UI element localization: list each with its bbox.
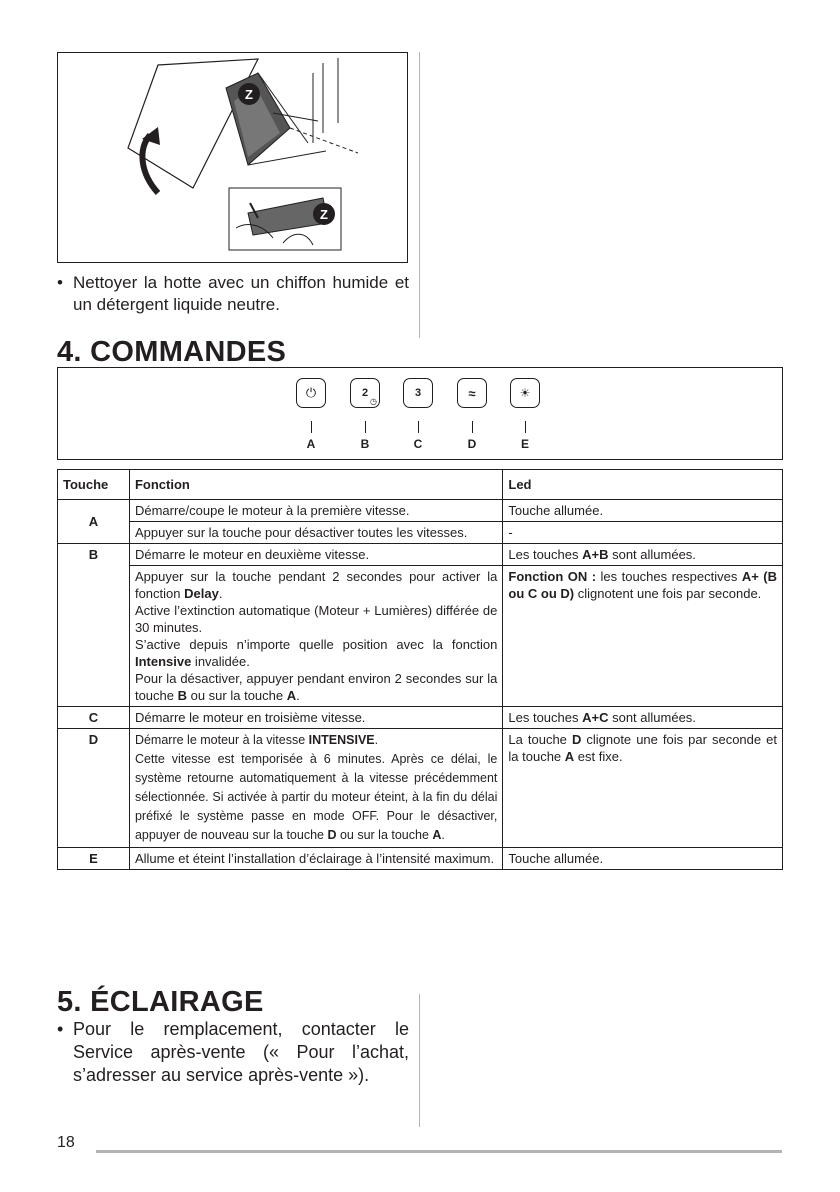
key-pointer — [365, 421, 366, 433]
key-cell: D — [58, 729, 130, 848]
table-row — [58, 544, 783, 566]
column-divider — [419, 994, 420, 1127]
key-label-a: A — [306, 437, 316, 451]
key-cell: A — [58, 500, 130, 544]
table-row — [58, 566, 783, 707]
function-cell: Démarre/coupe le moteur à la première vitesse. — [129, 500, 502, 522]
section-title-commandes: 4. COMMANDES — [57, 336, 287, 368]
led-cell: Touche allumée. — [503, 848, 783, 870]
power-key-icon: ⏻ — [296, 378, 326, 408]
bullet-icon: • — [57, 1019, 64, 1039]
light-key-icon: ☀ — [510, 378, 540, 408]
key-cell: C — [58, 707, 130, 729]
key-label-d: D — [467, 437, 477, 451]
table-header-row — [58, 470, 783, 500]
function-cell: Appuyer sur la touche pendant 2 secondes pour activer la fonction Delay. Active l’extinction automatique (Moteur + Lumières) différée de 30 minutes. S’active depuis n’importe quelle position avec la fonction Intensive invalidée. Pour la désactiver, appuyer pendant environ 2 secondes sur la touche B ou sur la touche A. — [129, 566, 502, 707]
key-label-c: C — [413, 437, 423, 451]
function-cell: Démarre le moteur à la vitesse INTENSIVE. Cette vitesse est temporisée à 6 minutes. Après ce délai, le système retourne automatiquement à la vitesse précédemment sélectionnée. Si activée à partir du moteur éteint, à la fin du délai préfixé le système passe en mode OFF. Pour le désactiver, appuyer de nouveau sur la touche D ou sur la touche A. — [129, 729, 502, 848]
lighting-instruction-text: Pour le remplacement, contacter le Service après-vente (« Pour l’achat, s’adresser au service après-vente »). — [73, 1019, 409, 1085]
table-row — [58, 707, 783, 729]
cleaning-instruction-text: Nettoyer la hotte avec un chiffon humide et un détergent liquide neutre. — [73, 273, 409, 314]
key-cell: B — [58, 544, 130, 707]
key-pointer — [311, 421, 312, 433]
speed-2-key-icon: 2 ◷ — [350, 378, 380, 408]
table-row — [58, 848, 783, 870]
function-cell: Démarre le moteur en deuxième vitesse. — [129, 544, 502, 566]
lighting-instruction — [57, 1018, 409, 1087]
function-cell: Allume et éteint l’installation d’éclairage à l’intensité maximum. — [129, 848, 502, 870]
section-title-eclairage: 5. ÉCLAIRAGE — [57, 986, 264, 1018]
led-cell: Les touches A+B sont allumées. — [503, 544, 783, 566]
function-cell: Démarre le moteur en troisième vitesse. — [129, 707, 502, 729]
led-cell: La touche D clignote une fois par seconde et la touche A est fixe. — [503, 729, 783, 848]
led-cell: Les touches A+C sont allumées. — [503, 707, 783, 729]
led-cell: Touche allumée. — [503, 500, 783, 522]
bullet-icon: • — [57, 273, 63, 292]
column-header: Led — [503, 470, 783, 500]
control-panel-diagram — [57, 367, 783, 460]
key-label-b: B — [360, 437, 370, 451]
function-cell: Appuyer sur la touche pour désactiver toutes les vitesses. — [129, 522, 502, 544]
table-row — [58, 729, 783, 848]
footer-rule — [96, 1150, 782, 1153]
key-cell: E — [58, 848, 130, 870]
led-cell: - — [503, 522, 783, 544]
table-row — [58, 500, 783, 522]
led-cell: Fonction ON : les touches respectives A+ (B ou C ou D) clignotent une fois par seconde. — [503, 566, 783, 707]
key-label-e: E — [520, 437, 529, 451]
key-pointer — [472, 421, 473, 433]
key-pointer — [525, 421, 526, 433]
table-row — [58, 522, 783, 544]
column-divider — [419, 52, 420, 338]
controls-table — [57, 469, 783, 870]
speed-3-key-icon: 3 — [403, 378, 433, 408]
page-number: 18 — [57, 1134, 75, 1151]
clock-icon: ◷ — [370, 397, 377, 406]
svg-text:Z: Z — [320, 207, 328, 222]
illustration-hood-panel — [57, 52, 408, 263]
hood-filter-illustration — [58, 53, 407, 262]
column-header: Touche — [58, 470, 130, 500]
svg-text:Z: Z — [245, 87, 253, 102]
intensive-key-icon: ≈ — [457, 378, 487, 408]
column-header: Fonction — [129, 470, 502, 500]
key-pointer — [418, 421, 419, 433]
cleaning-instruction — [57, 272, 409, 316]
